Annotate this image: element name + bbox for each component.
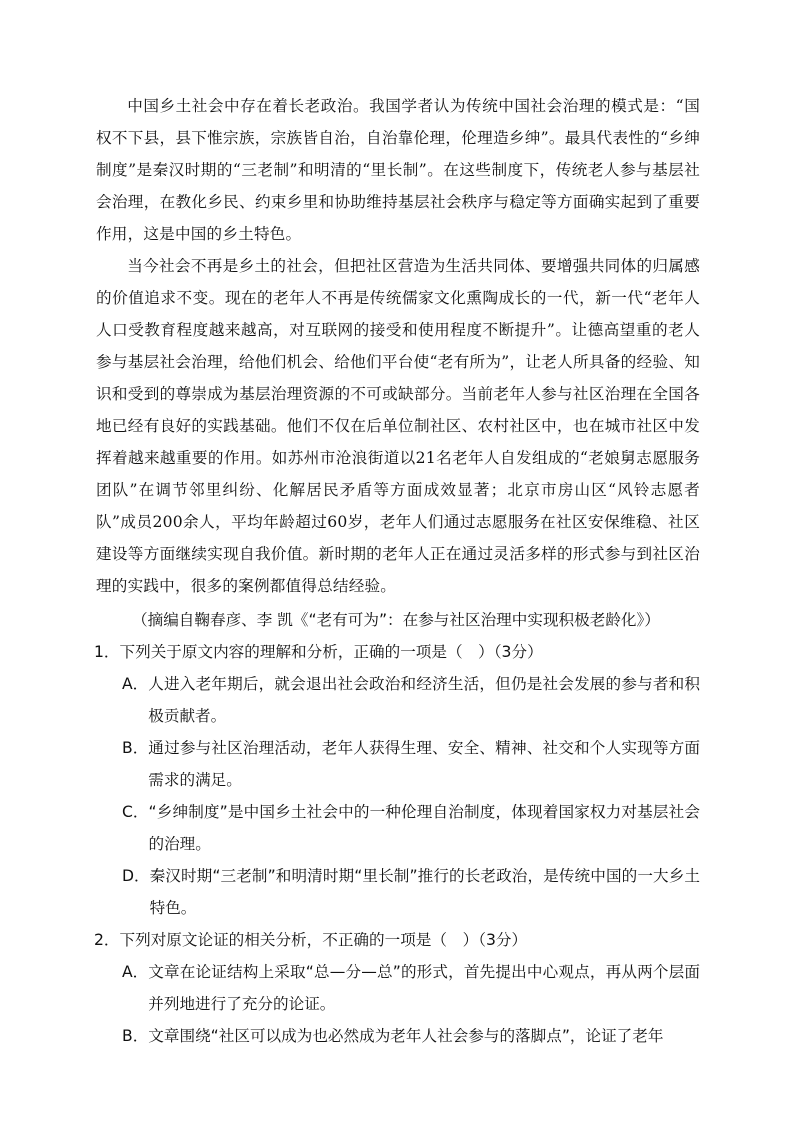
question-1 <box>96 636 700 924</box>
question-1-stem: 1．下列关于原文内容的理解和分析，正确的一项是（ ）（3分） <box>94 643 543 661</box>
option-text: 文章围绕“社区可以成为也必然成为老年人社会参与的落脚点”，论证了老年 <box>148 1027 664 1045</box>
option-label: A． <box>122 675 149 693</box>
option-text: 通过参与社区治理活动，老年人获得生理、安全、精神、社交和个人实现等方面需求的满足。 <box>148 739 700 789</box>
option-text: “乡绅制度”是中国乡土社会中的一种伦理自治制度，体现着国家权力对基层社会的治理。 <box>148 803 700 853</box>
question-1-option-c <box>122 796 700 860</box>
passage-paragraph-2: 当今社会不再是乡土的社会，但把社区营造为生活共同体、要增强共同体的归属感的价值追求不变。现在的老年人不再是传统儒家文化熏陶成长的一代，新一代“老年人人口受教育程度越来越高，对互联网的接受和使用程度不断提升”。让德高望重的老人参与基层社会治理，给他们机会、给他们平台使“老有所为”，让老人所具备的经验、知识和受到的尊崇成为基层治理资源的不可或缺部分。当前老年人参与社区治理在全国各地已经有良好的实践基础。他们不仅在后单位制社区、农村社区中，也在城市社区中发挥着越来越重要的作用。如苏州市沧浪街道以21名老年人自发组成的“老娘舅志愿服务团队”在调节邻里纠纷、化解居民矛盾等方面成效显著；北京市房山区“风铃志愿者队”成员200余人，平均年龄超过60岁，老年人们通过志愿服务在社区安保维稳、社区建设等方面继续实现自我价值。新时期的老年人正在通过灵活多样的形式参与到社区治理的实践中，很多的案例都值得总结经验。 <box>96 257 700 595</box>
question-1-option-d <box>122 860 700 924</box>
document-page <box>96 90 700 1052</box>
passage-paragraph-1: 中国乡土社会中存在着长老政治。我国学者认为传统中国社会治理的模式是：“国权不下县，县下惟宗族，宗族皆自治，自治靠伦理，伦理造乡绅”。最具代表性的“乡绅制度”是秦汉时期的“三老制”和明清的“里长制”。在这些制度下，传统老人参与基层社会治理，在教化乡民、约束乡里和协助维持基层社会秩序与稳定等方面确实起到了重要作用，这是中国的乡土特色。 <box>96 97 700 243</box>
option-label: C． <box>122 803 149 821</box>
question-1-option-b <box>122 732 700 796</box>
question-2-stem: 2．下列对原文论证的相关分析，不正确的一项是（ ）（3分） <box>94 931 528 949</box>
option-label: B． <box>122 739 149 757</box>
question-2 <box>96 924 700 1052</box>
option-text: 人进入老年期后，就会退出社会政治和经济生活，但仍是社会发展的参与者和积极贡献者。 <box>148 675 700 725</box>
option-text: 秦汉时期“三老制”和明清时期“里长制”推行的长老政治，是传统中国的一大乡土特色。 <box>149 867 700 917</box>
option-label: A． <box>122 963 149 981</box>
question-1-option-a <box>122 668 700 732</box>
option-label: B． <box>122 1027 149 1045</box>
passage-source: （摘编自鞠春彦、李 凯《“老有可为”：在参与社区治理中实现积极老龄化》） <box>132 611 660 629</box>
option-label: D． <box>122 867 150 885</box>
question-2-option-a <box>122 956 700 1020</box>
option-text: 文章在论证结构上采取“总—分—总”的形式，首先提出中心观点，再从两个层面并列地进行了充分的论证。 <box>148 963 700 1013</box>
question-2-option-b <box>122 1020 700 1052</box>
